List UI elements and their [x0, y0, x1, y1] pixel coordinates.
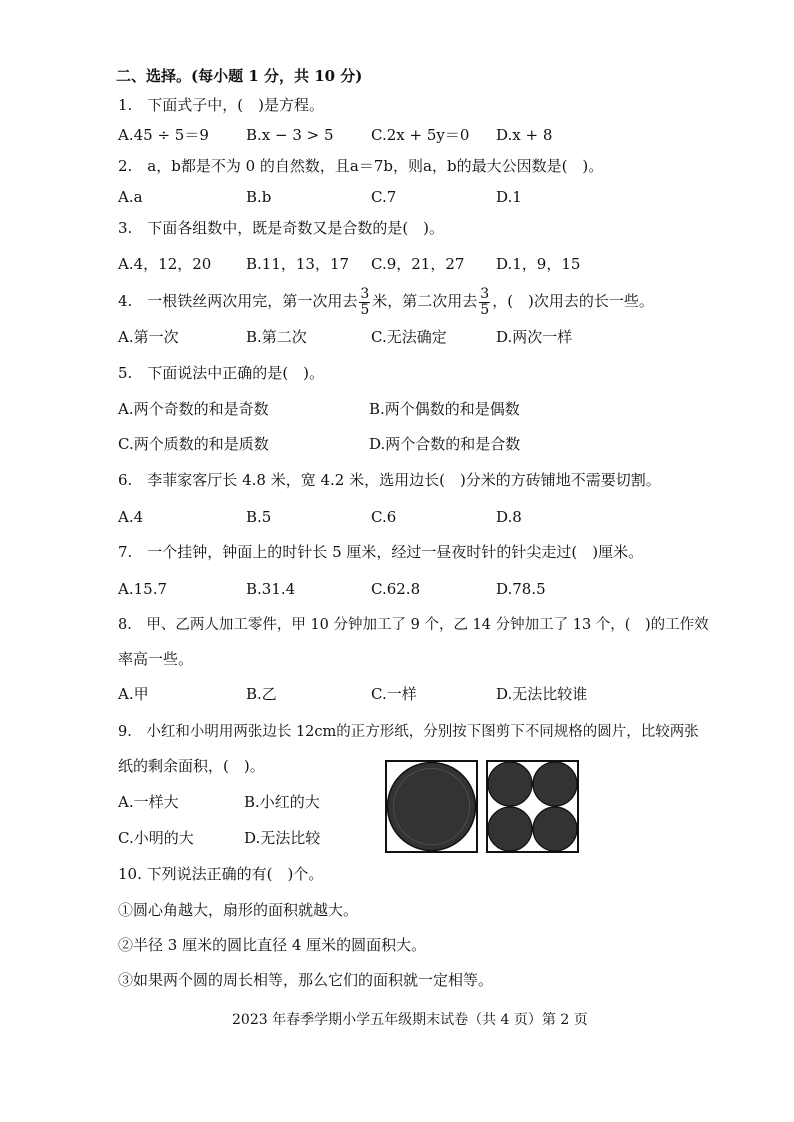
q4-option-d: D.两次一样	[496, 328, 573, 346]
q4-option-a: A.第一次	[118, 328, 179, 346]
xiaohong-large-circle	[388, 763, 476, 851]
q8-option-b: B.乙	[246, 685, 277, 703]
q10-statement-1: ①圆心角越大，扇形的面积就越大。	[118, 901, 359, 919]
xiaoming-circle-bottom-left	[488, 807, 532, 851]
q1-option-a: A.45 ÷ 5＝9	[118, 126, 209, 144]
q7-option-d: D.78.5	[496, 580, 546, 598]
xiaoming-circle-top-right	[533, 762, 577, 806]
xiaoming-paper	[487, 761, 578, 852]
question-1-stem: 1. 下面式子中，( )是方程。	[118, 96, 325, 114]
question-10-stem: 10. 下列说法正确的有( )个。	[118, 865, 324, 883]
q2-option-a: A.a	[118, 188, 143, 206]
q4-stem-part-b: 米，第二次用去	[372, 292, 478, 310]
q1-option-b: B.x − 3 > 5	[246, 126, 334, 144]
q7-option-a: A.15.7	[118, 580, 167, 598]
q10-statement-2: ②半径 3 厘米的圆比直径 4 厘米的圆面积大。	[118, 936, 427, 954]
section-title: 二、选择。(每小题 1 分，共 10 分)	[116, 67, 363, 85]
q1-option-d: D.x + 8	[496, 126, 553, 144]
q10-statement-3: ③如果两个圆的周长相等，那么它们的面积就一定相等。	[118, 971, 494, 989]
xiaohong-paper	[386, 761, 477, 852]
q5-option-c: C.两个质数的和是质数	[118, 435, 269, 453]
question-6-stem: 6. 李菲家客厅长 4.8 米，宽 4.2 米，选用边长( )分米的方砖铺地不需要切割。	[118, 471, 661, 489]
question-7-stem: 7. 一个挂钟，钟面上的时针长 5 厘米，经过一昼夜时针的针尖走过( )厘米。	[118, 543, 644, 561]
question-2-stem: 2. a，b都是不为 0 的自然数，且a＝7b，则a，b的最大公因数是( )。	[118, 157, 604, 175]
q5-option-d: D.两个合数的和是合数	[369, 435, 521, 453]
question-4-stem	[118, 286, 654, 318]
question-5-stem: 5. 下面说法中正确的是( )。	[118, 364, 325, 382]
question-8-stem-line-1: 8. 甲、乙两人加工零件，甲 10 分钟加工了 9 个，乙 14 分钟加工了 13 个，( )的工作效	[118, 617, 709, 633]
q4-fraction-2	[479, 287, 490, 318]
q1-option-c: C.2x + 5y＝0	[371, 126, 470, 144]
q8-option-a: A.甲	[118, 685, 149, 703]
question-8-stem-line-2: 率高一些。	[118, 650, 194, 668]
xiaoming-circle-bottom-right	[533, 807, 577, 851]
q4-option-c: C.无法确定	[371, 328, 447, 346]
q5-option-b: B.两个偶数的和是偶数	[369, 400, 520, 418]
q4-fraction-1-denominator: 5	[360, 301, 370, 318]
q2-option-b: B.b	[246, 188, 272, 206]
q2-option-c: C.7	[371, 188, 397, 206]
q6-option-c: C.6	[371, 508, 397, 526]
q8-option-d: D.无法比较谁	[496, 685, 588, 703]
page-footer: 2023 年春季学期小学五年级期末试卷（共 4 页）第 2 页	[232, 1012, 588, 1028]
question-9-stem-line-1: 9. 小红和小明用两张边长 12cm的正方形纸，分别按下图剪下不同规格的圆片，比较两张	[118, 724, 699, 740]
q3-option-b: B.11，13，17	[246, 255, 350, 273]
q9-option-c: C.小明的大	[118, 829, 194, 847]
q4-fraction-2-denominator: 5	[480, 301, 490, 318]
q7-option-c: C.62.8	[371, 580, 421, 598]
q5-option-a: A.两个奇数的和是奇数	[118, 400, 269, 418]
question-3-stem: 3. 下面各组数中，既是奇数又是合数的是( )。	[118, 219, 445, 237]
q3-option-c: C.9，21，27	[371, 255, 465, 273]
q9-option-d: D.无法比较	[244, 829, 321, 847]
q4-stem-part-c: ，( )次用去的长一些。	[492, 292, 654, 310]
q2-option-d: D.1	[496, 188, 522, 206]
q9-option-b: B.小红的大	[244, 793, 320, 811]
q4-option-b: B.第二次	[246, 328, 307, 346]
q8-option-c: C.一样	[371, 685, 417, 703]
q6-option-b: B.5	[246, 508, 272, 526]
q3-option-a: A.4，12，20	[118, 255, 212, 273]
q9-option-a: A.一样大	[118, 793, 179, 811]
q4-stem-part-a: 4. 一根铁丝两次用完，第一次用去	[118, 292, 358, 310]
q9-figure	[385, 760, 580, 858]
q4-fraction-1	[359, 287, 370, 318]
q3-option-d: D.1，9，15	[496, 255, 581, 273]
q4-fraction-1-numerator: 3	[360, 285, 370, 302]
q4-fraction-2-numerator: 3	[480, 285, 490, 302]
question-9-stem-line-2: 纸的剩余面积，( )。	[118, 757, 265, 775]
q6-option-a: A.4	[118, 508, 144, 526]
xiaoming-circle-top-left	[488, 762, 532, 806]
q7-option-b: B.31.4	[246, 580, 296, 598]
q6-option-d: D.8	[496, 508, 522, 526]
